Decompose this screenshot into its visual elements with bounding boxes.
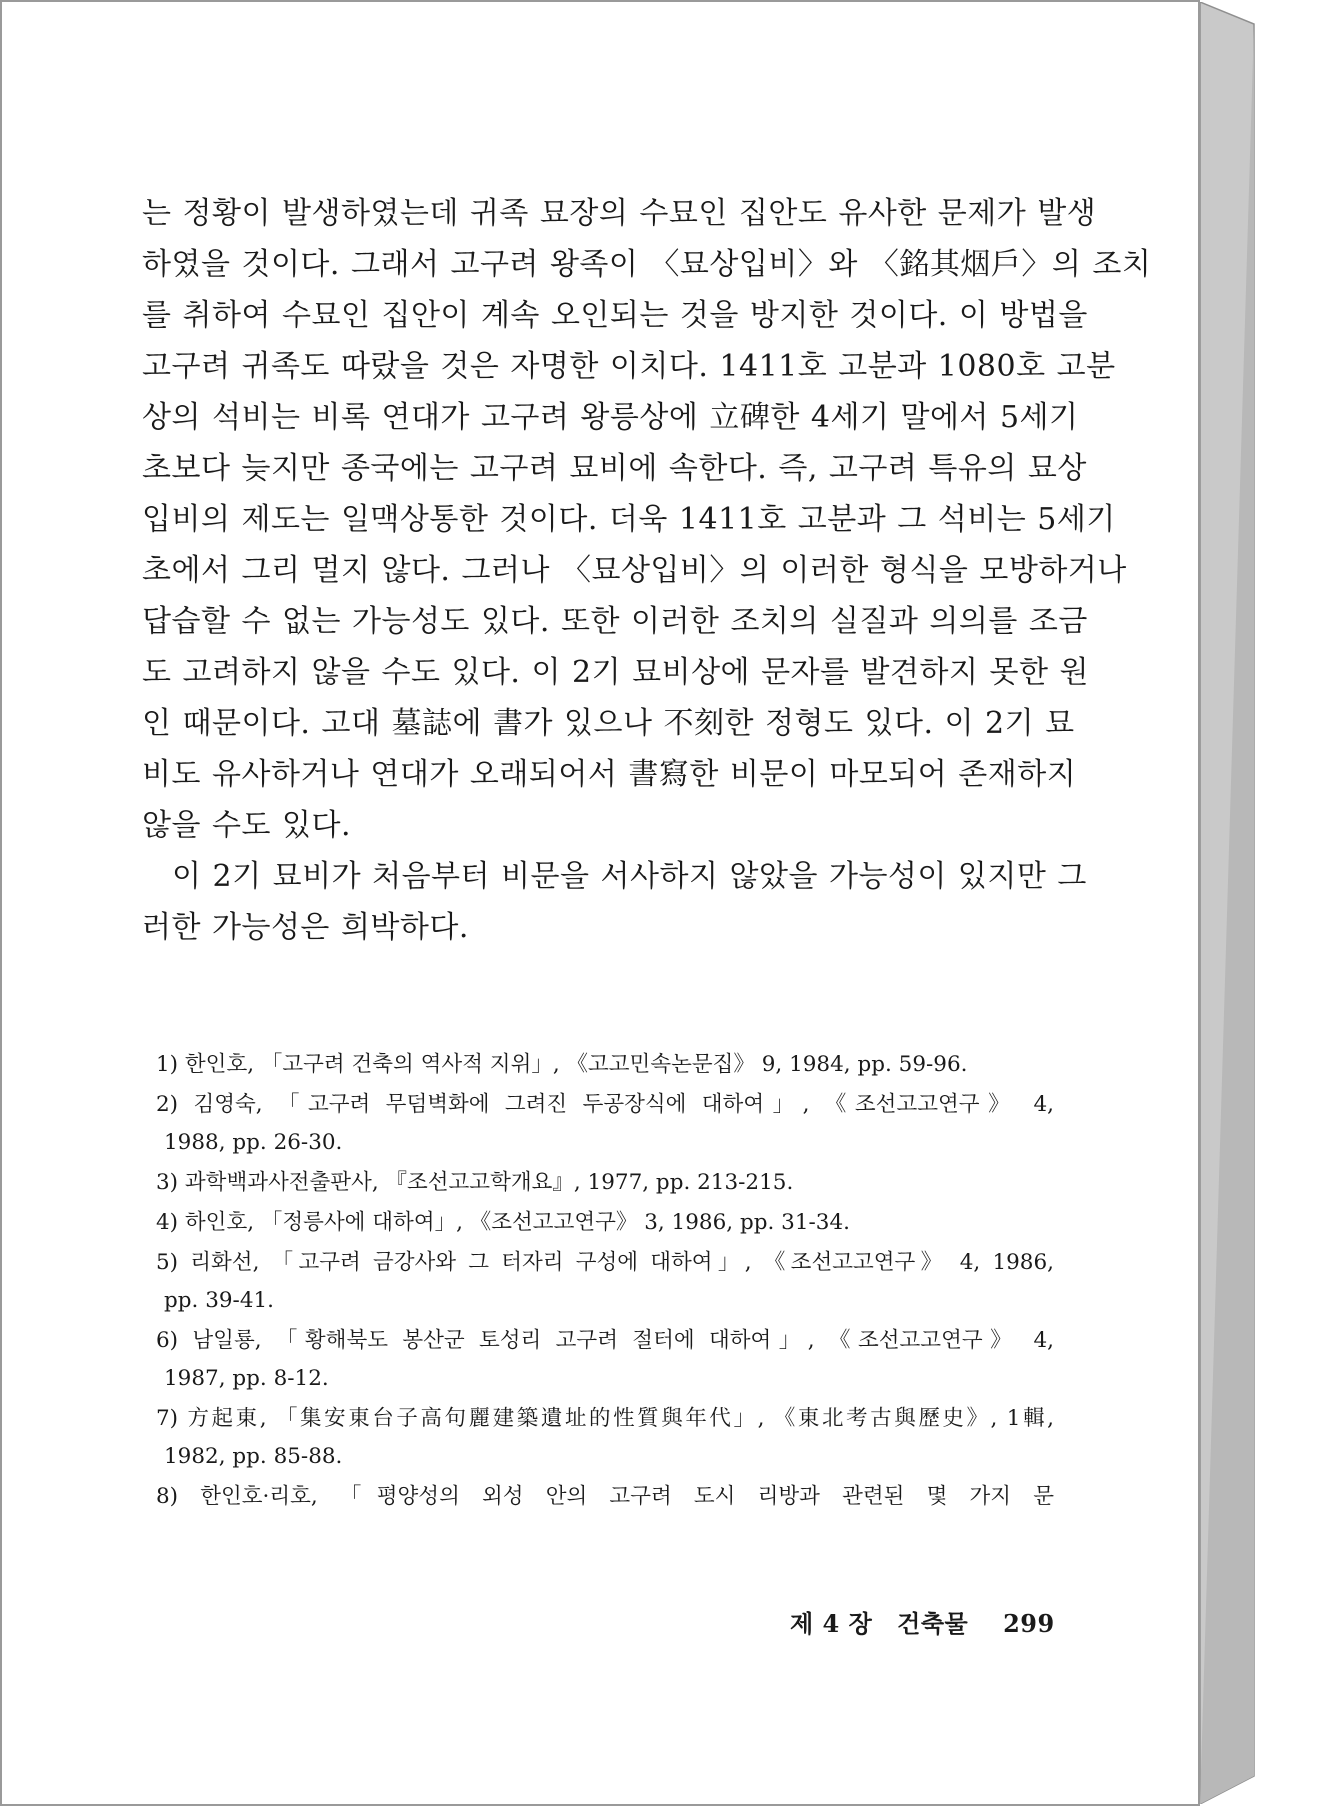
footnote-6 <box>156 1322 1054 1398</box>
footnote-line: 1982, pp. 85-88. <box>164 1444 343 1469</box>
body-text <box>142 188 1152 953</box>
body-line: 하였을 것이다. 그래서 고구려 왕족이 〈묘상입비〉와 〈銘其烟戶〉의 조치 <box>142 247 1152 282</box>
running-footer <box>790 1604 1055 1639</box>
footnote-line: 7) 方起東, 「集安東台子高句麗建築遺址的性質與年代」, 《東北考古與歷史》, 1輯, <box>156 1406 1054 1431</box>
body-line: 초에서 그리 멀지 않다. 그러나 〈묘상입비〉의 이러한 형식을 모방하거나 <box>142 553 1127 588</box>
footnote-1 <box>156 1046 1054 1084</box>
footnote-4 <box>156 1204 1054 1242</box>
footnote-line: 3) 과학백과사전출판사, 『조선고고학개요』, 1977, pp. 213-215. <box>156 1170 794 1195</box>
body-line: 고구려 귀족도 따랐을 것은 자명한 이치다. 1411호 고분과 1080호 고분 <box>142 349 1116 384</box>
footnote-line: 2) 김영숙, 「고구려 무덤벽화에 그려진 두공장식에 대하여」, 《조선고고연구》 4, <box>156 1092 1054 1117</box>
footnote-2 <box>156 1086 1054 1162</box>
body-line: 도 고려하지 않을 수도 있다. 이 2기 묘비상에 문자를 발견하지 못한 원 <box>142 655 1089 690</box>
body-line: 답습할 수 없는 가능성도 있다. 또한 이러한 조치의 실질과 의의를 조금 <box>142 604 1088 639</box>
body-line: 인 때문이다. 고대 墓誌에 書가 있으나 不刻한 정형도 있다. 이 2기 묘 <box>142 706 1075 741</box>
chapter-label: 제 4 장 <box>790 1609 873 1638</box>
footnote-line: 6) 남일룡, 「황해북도 봉산군 토성리 고구려 절터에 대하여」, 《조선고고연구》 4, <box>156 1328 1054 1353</box>
body-line: 초보다 늦지만 종국에는 고구려 묘비에 속한다. 즉, 고구려 특유의 묘상 <box>142 451 1087 486</box>
chapter-title: 건축물 <box>897 1609 969 1638</box>
footnote-line: 8) 한인호·리호, 「평양성의 외성 안의 고구려 도시 리방과 관련된 몇 가지 문 <box>156 1484 1054 1509</box>
footnote-line: 1987, pp. 8-12. <box>164 1366 329 1391</box>
body-line: 입비의 제도는 일맥상통한 것이다. 더욱 1411호 고분과 그 석비는 5세기 <box>142 502 1116 537</box>
page-number: 299 <box>1003 1609 1055 1638</box>
footnote-line: 4) 하인호, 「정릉사에 대하여」, 《조선고고연구》 3, 1986, pp. 31-34. <box>156 1210 850 1235</box>
footnote-line: 1988, pp. 26-30. <box>164 1130 343 1155</box>
footnote-3 <box>156 1164 1054 1202</box>
body-line: 러한 가능성은 희박하다. <box>142 910 469 945</box>
footnote-7 <box>156 1400 1054 1476</box>
body-line: 를 취하여 수묘인 집안이 계속 오인되는 것을 방지한 것이다. 이 방법을 <box>142 298 1088 333</box>
footnote-8 <box>156 1478 1054 1516</box>
body-line: 않을 수도 있다. <box>142 808 351 843</box>
body-line: 비도 유사하거나 연대가 오래되어서 書寫한 비문이 마모되어 존재하지 <box>142 757 1077 792</box>
page-thickness-shading <box>1200 2 1322 1804</box>
footnotes <box>156 1046 1054 1516</box>
footnote-line: 1) 한인호, 「고구려 건축의 역사적 지위」, 《고고민속논문집》 9, 1984, pp. 59-96. <box>156 1052 968 1077</box>
footnote-5 <box>156 1244 1054 1320</box>
body-line: 이 2기 묘비가 처음부터 비문을 서사하지 않았을 가능성이 있지만 그 <box>172 859 1087 894</box>
footnote-line: pp. 39-41. <box>164 1288 275 1313</box>
body-line: 상의 석비는 비록 연대가 고구려 왕릉상에 立碑한 4세기 말에서 5세기 <box>142 400 1079 435</box>
footnote-line: 5) 리화선, 「고구려 금강사와 그 터자리 구성에 대하여」, 《조선고고연구》 4, 1986, <box>156 1250 1054 1275</box>
body-line: 는 정황이 발생하였는데 귀족 묘장의 수묘인 집안도 유사한 문제가 발생 <box>142 196 1097 231</box>
